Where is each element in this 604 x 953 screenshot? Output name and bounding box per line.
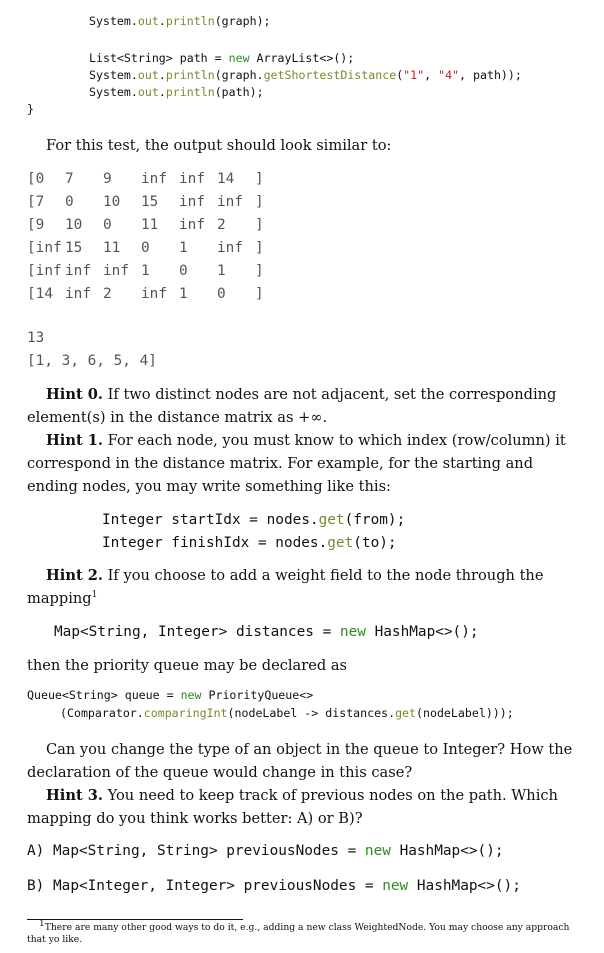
matrix-row: [27, 214, 264, 237]
hint-3-label: Hint 3.: [46, 787, 103, 804]
matrix-cell: 15: [65, 240, 83, 256]
hint-0-label: Hint 0.: [46, 386, 103, 403]
code-distances-map: Map<String, Integer> distances = new HashMap<>();: [54, 624, 479, 640]
footnote-rule: [27, 919, 243, 920]
matrix-cell: 11: [103, 240, 121, 256]
matrix-row: [27, 191, 264, 214]
code-start-idx: Integer startIdx = nodes.get(from);: [102, 512, 406, 528]
matrix-cell: 11: [141, 217, 159, 233]
distance-matrix: [27, 168, 264, 306]
matrix-cell: [0: [27, 171, 45, 187]
code-line-print-graph: System.out.println(graph);: [89, 14, 271, 28]
then-text: then the priority queue may be declared as: [27, 657, 348, 674]
code-line-print-path: System.out.println(path);: [89, 85, 264, 99]
matrix-cell: ]: [255, 240, 264, 256]
option-a-code: A) Map<String, String> previousNodes = new HashMap<>();: [27, 843, 504, 859]
option-b-code: B) Map<Integer, Integer> previousNodes = new HashMap<>();: [27, 878, 521, 894]
matrix-cell: [inf: [27, 240, 62, 256]
footnote-mark: 1: [39, 918, 45, 929]
matrix-cell: 1: [217, 263, 226, 279]
matrix-row: [27, 283, 264, 306]
code-closing-brace: }: [27, 102, 34, 116]
matrix-cell: ]: [255, 263, 264, 279]
matrix-cell: inf: [217, 194, 243, 210]
matrix-cell: 10: [103, 194, 121, 210]
matrix-cell: 0: [141, 240, 150, 256]
matrix-cell: inf: [217, 240, 243, 256]
matrix-row: [27, 260, 264, 283]
matrix-cell: 2: [103, 286, 112, 302]
hint-2-label: Hint 2.: [46, 567, 103, 584]
matrix-cell: ]: [255, 171, 264, 187]
matrix-cell: inf: [65, 263, 91, 279]
matrix-cell: inf: [179, 194, 205, 210]
hint-1-paragraph: Hint 1. For each node, you must know to which index (row/column) it correspond in the distance matrix. For example, for the starting and ending nodes, you may write something like this:: [27, 432, 566, 496]
matrix-cell: 0: [217, 286, 226, 302]
hint-1-label: Hint 1.: [46, 432, 103, 449]
matrix-cell: 10: [65, 217, 83, 233]
matrix-cell: ]: [255, 286, 264, 302]
matrix-cell: 1: [179, 286, 188, 302]
matrix-cell: 0: [65, 194, 74, 210]
footnote-ref: 1: [91, 590, 98, 601]
matrix-cell: 0: [103, 217, 112, 233]
matrix-cell: 2: [217, 217, 226, 233]
matrix-cell: inf: [179, 171, 205, 187]
output-distance: 13: [27, 330, 45, 346]
matrix-row: [27, 168, 264, 191]
footnote: $^1$There are many other good ways to do it, e.g., adding a new class WeightedNode. You may choose any approach that yo like.: [27, 918, 570, 946]
matrix-cell: 9: [103, 171, 112, 187]
matrix-cell: ]: [255, 194, 264, 210]
code-finish-idx: Integer finishIdx = nodes.get(to);: [102, 535, 397, 551]
hint-3-paragraph: Hint 3. You need to keep track of previous nodes on the path. Which mapping do you think works better: A) or B)?: [27, 787, 558, 828]
code-queue-decl: Queue<String> queue = new PriorityQueue<>: [27, 688, 314, 702]
output-path: [1, 3, 6, 5, 4]: [27, 353, 157, 369]
matrix-cell: 1: [141, 263, 150, 279]
code-line-print-shortest: System.out.println(graph.getShortestDistance("1", "4", path));: [89, 68, 522, 82]
matrix-cell: ]: [255, 217, 264, 233]
matrix-cell: 1: [179, 240, 188, 256]
matrix-cell: [7: [27, 194, 45, 210]
hint-0-paragraph: Hint 0. If two distinct nodes are not adjacent, set the corresponding element(s) in the distance matrix as +∞.: [27, 386, 557, 427]
matrix-cell: inf: [141, 286, 167, 302]
matrix-row: [27, 237, 264, 260]
matrix-cell: 7: [65, 171, 74, 187]
matrix-cell: inf: [65, 286, 91, 302]
matrix-cell: [14: [27, 286, 53, 302]
hint-2-paragraph: Hint 2. If you choose to add a weight field to the node through the mapping$^1$: [27, 567, 544, 608]
matrix-cell: inf: [179, 217, 205, 233]
matrix-cell: 0: [179, 263, 188, 279]
code-queue-comparator: (Comparator.comparingInt(nodeLabel -> distances.get(nodeLabel)));: [60, 706, 514, 720]
intro-text: For this test, the output should look similar to:: [46, 137, 392, 154]
code-line-path-decl: List<String> path = new ArrayList<>();: [89, 51, 355, 65]
question-paragraph: Can you change the type of an object in the queue to Integer? How the declaration of the queue would change in this case?: [27, 741, 573, 782]
matrix-cell: [inf: [27, 263, 62, 279]
matrix-cell: 14: [217, 171, 235, 187]
matrix-cell: 15: [141, 194, 159, 210]
matrix-cell: inf: [103, 263, 129, 279]
matrix-cell: [9: [27, 217, 45, 233]
matrix-cell: inf: [141, 171, 167, 187]
